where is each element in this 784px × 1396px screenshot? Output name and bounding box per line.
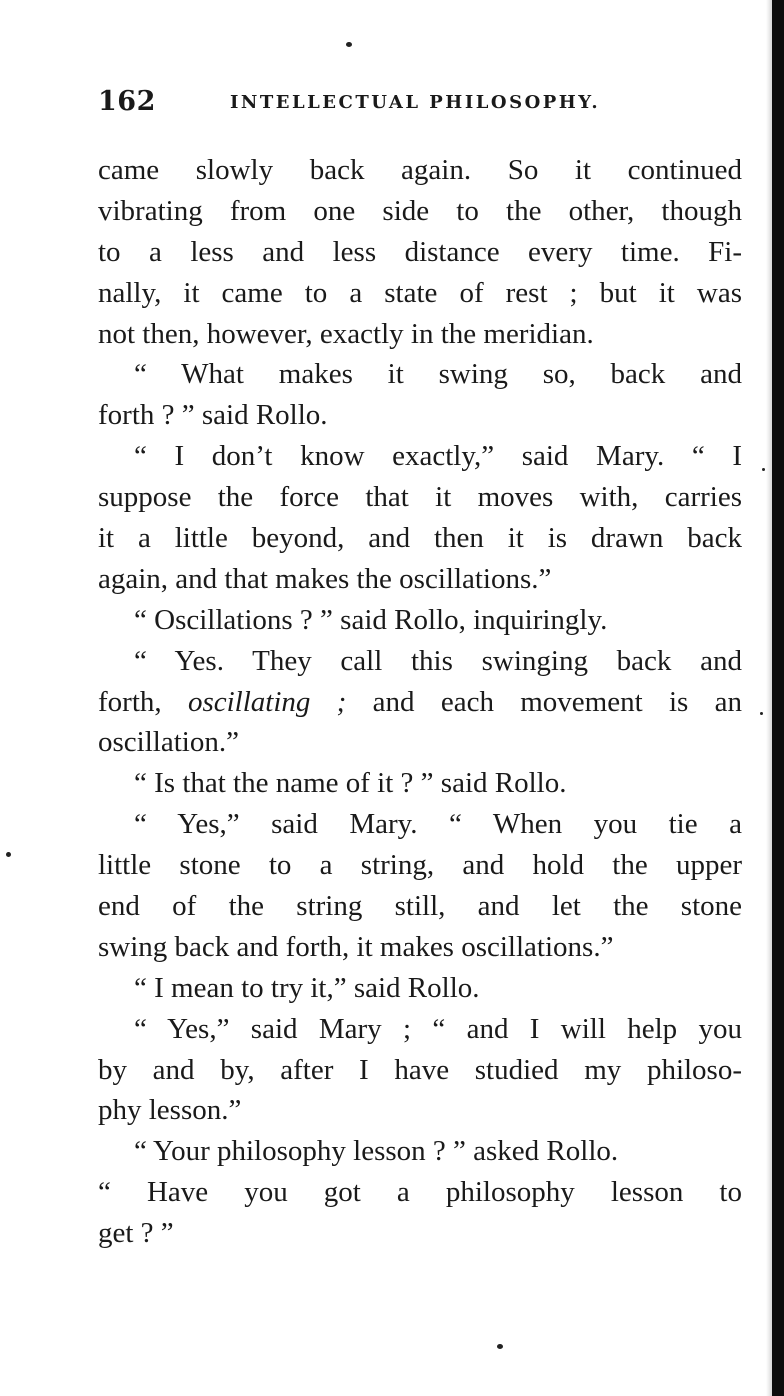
binding-edge bbox=[772, 0, 784, 1396]
scan-speck bbox=[760, 712, 763, 715]
text-line: forth ? ” said Rollo. bbox=[98, 399, 328, 432]
scan-speck bbox=[762, 468, 765, 471]
text-line: again, and that makes the oscillations.” bbox=[98, 562, 552, 595]
text-line: swing back and forth, it makes oscillations.” bbox=[98, 930, 614, 963]
text-line: get ? ” bbox=[98, 1217, 174, 1250]
running-head: INTELLECTUAL PHILOSOPHY. bbox=[230, 92, 601, 113]
text-line: not then, however, exactly in the meridian. bbox=[98, 317, 594, 350]
text-segment: forth, bbox=[98, 685, 188, 718]
body-text bbox=[98, 150, 742, 1254]
text-line: “ I don’t know exactly,” said Mary. “ I bbox=[134, 440, 742, 473]
text-line: suppose the force that it moves with, carries bbox=[98, 481, 742, 514]
text-line: came slowly back again. So it continued bbox=[98, 154, 742, 186]
text-line: it a little beyond, and then it is drawn back bbox=[98, 522, 742, 555]
text-line: little stone to a string, and hold the upper bbox=[98, 849, 742, 882]
scan-speck bbox=[346, 42, 352, 47]
text-line: end of the string still, and let the stone bbox=[98, 890, 742, 923]
text-segment: and each movement is an bbox=[346, 685, 742, 718]
text-line: “ I mean to try it,” said Rollo. bbox=[134, 971, 480, 1004]
text-line: “ Is that the name of it ? ” said Rollo. bbox=[134, 767, 567, 800]
text-line: by and by, after I have studied my philoso- bbox=[98, 1053, 742, 1086]
text-line: “ Your philosophy lesson ? ” asked Rollo. bbox=[134, 1135, 619, 1168]
scan-speck bbox=[6, 852, 11, 857]
page-number: 162 bbox=[98, 86, 156, 117]
page-header bbox=[98, 86, 748, 120]
text-line-with-emphasis bbox=[98, 682, 742, 723]
text-line: “ Oscillations ? ” said Rollo, inquiringly. bbox=[134, 603, 608, 636]
scan-speck bbox=[497, 1344, 503, 1349]
text-line: “ What makes it swing so, back and bbox=[134, 358, 742, 391]
text-line: “ Yes,” said Mary. “ When you tie a bbox=[134, 808, 742, 841]
text-line: nally, it came to a state of rest ; but it was bbox=[98, 276, 742, 309]
text-line: “ Have you got a philosophy lesson to bbox=[98, 1176, 742, 1209]
text-line: “ Yes. They call this swinging back and bbox=[134, 644, 742, 677]
text-line: “ Yes,” said Mary ; “ and I will help you bbox=[134, 1012, 742, 1045]
emphasized-term: oscillating ; bbox=[187, 685, 347, 718]
text-line: oscillation.” bbox=[98, 726, 239, 759]
text-line: phy lesson.” bbox=[98, 1094, 242, 1127]
text-line: vibrating from one side to the other, though bbox=[98, 194, 742, 227]
text-line: to a less and less distance every time. Fi- bbox=[98, 235, 742, 268]
